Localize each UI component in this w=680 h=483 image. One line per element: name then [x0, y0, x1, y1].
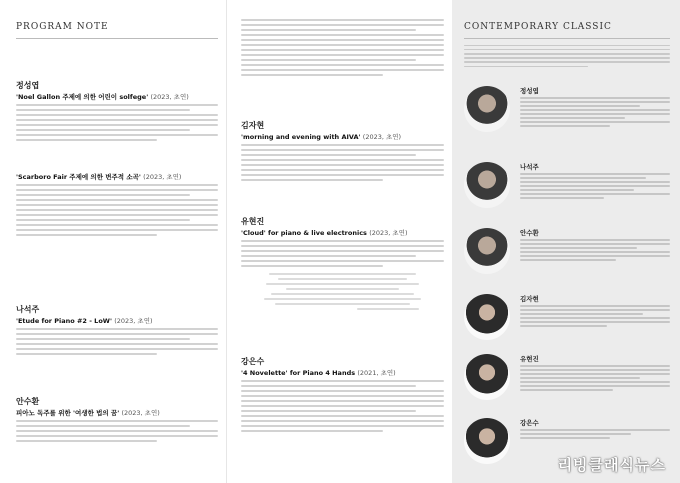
- piece-description: [16, 104, 218, 141]
- piece-4: [16, 396, 218, 445]
- piece-title-text: 'Etude for Piano #2 - LoW': [16, 317, 112, 325]
- portrait-photo: [464, 86, 510, 132]
- artist-name: 강은수: [520, 419, 539, 427]
- piece-composer: 유현진: [241, 217, 265, 226]
- piece-description: [241, 380, 444, 432]
- piece-year: (2023, 초연): [362, 133, 402, 141]
- heading-rule: [16, 38, 218, 39]
- piece-2: [16, 172, 218, 239]
- poem-quote: [251, 273, 434, 310]
- piece-title-text: 'morning and evening with AIVA': [241, 133, 361, 141]
- artist-bio: [520, 162, 670, 201]
- piece-title-text: 'Noel Gallon 주제에 의한 어린이 solfege': [16, 93, 149, 101]
- piece-title: [16, 92, 218, 101]
- portrait-photo: [464, 294, 510, 340]
- watermark-logo: 리빙클래식뉴스: [557, 456, 666, 474]
- program-note-heading: PROGRAM NOTE: [16, 22, 109, 32]
- piece-description: [16, 184, 218, 236]
- piece-title-text: 'Scarboro Fair 주제에 의한 변주적 소곡': [16, 173, 141, 181]
- piece-title: [16, 316, 218, 325]
- piece-title: [241, 132, 444, 141]
- artist-name: 유현진: [520, 355, 539, 363]
- piece-year: (2023, 초연): [121, 409, 160, 417]
- piece-title-text: 피아노 독주를 위한 '여생한 법의 꿈': [16, 409, 120, 417]
- artist-bio: [520, 86, 670, 129]
- heading-rule: [464, 38, 670, 39]
- piece-year: (2023, 초연): [143, 173, 182, 181]
- artist-name: 정성엽: [520, 87, 539, 95]
- piece-composer: 안수환: [16, 397, 40, 406]
- piece-title: [16, 172, 218, 181]
- portrait-photo: [464, 354, 510, 400]
- portrait-photo: [464, 418, 510, 464]
- piece-title-text: 'Cloud' for piano & live electronics: [241, 229, 367, 237]
- piece-6: [241, 216, 444, 316]
- artist-bio: [520, 294, 670, 329]
- artist-profile-2: [464, 162, 670, 218]
- piece-7: [241, 356, 444, 435]
- piece-title-text: '4 Novelette' for Piano 4 Hands: [241, 369, 356, 377]
- artist-profile-5: [464, 354, 670, 410]
- portrait-photo: [464, 162, 510, 208]
- contemporary-classic-heading: CONTEMPORARY CLASSIC: [464, 22, 612, 32]
- artist-profile-4: [464, 294, 670, 350]
- piece-description: [16, 420, 218, 442]
- piece-title: [241, 228, 444, 237]
- intro-text: [464, 42, 670, 70]
- piece-composer: 나석주: [16, 305, 40, 314]
- piece-description: [241, 144, 444, 181]
- artist-name: 김자현: [520, 295, 539, 303]
- program-note-column-2: [226, 0, 452, 483]
- artist-name: 안수환: [520, 229, 539, 237]
- piece-composer: 정성엽: [16, 81, 40, 90]
- piece-year: (2023, 초연): [114, 317, 153, 325]
- piece-year: (2021, 초연): [357, 369, 396, 377]
- piece-5: [241, 120, 444, 184]
- portrait-photo: [464, 228, 510, 274]
- artist-bio: [520, 228, 670, 263]
- piece-year: (2023, 초연): [150, 93, 189, 101]
- piece-composer: 김자현: [241, 121, 265, 130]
- artist-bio: [520, 418, 670, 441]
- piece-year: (2023, 초연): [369, 229, 408, 237]
- artist-profile-3: [464, 228, 670, 284]
- piece-description: [241, 19, 444, 76]
- artist-name: 나석주: [520, 163, 539, 171]
- artist-profile-1: [464, 86, 670, 142]
- artist-bio: [520, 354, 670, 393]
- piece-description: [16, 328, 218, 355]
- piece-composer: 강은수: [241, 357, 265, 366]
- piece-3: [16, 304, 218, 358]
- piece-description: [241, 240, 444, 267]
- piece-1: [16, 80, 218, 144]
- piece-title: [241, 368, 444, 377]
- piece-4-continued: [241, 16, 444, 79]
- program-note-column-1: [0, 0, 226, 483]
- piece-title: [16, 408, 218, 417]
